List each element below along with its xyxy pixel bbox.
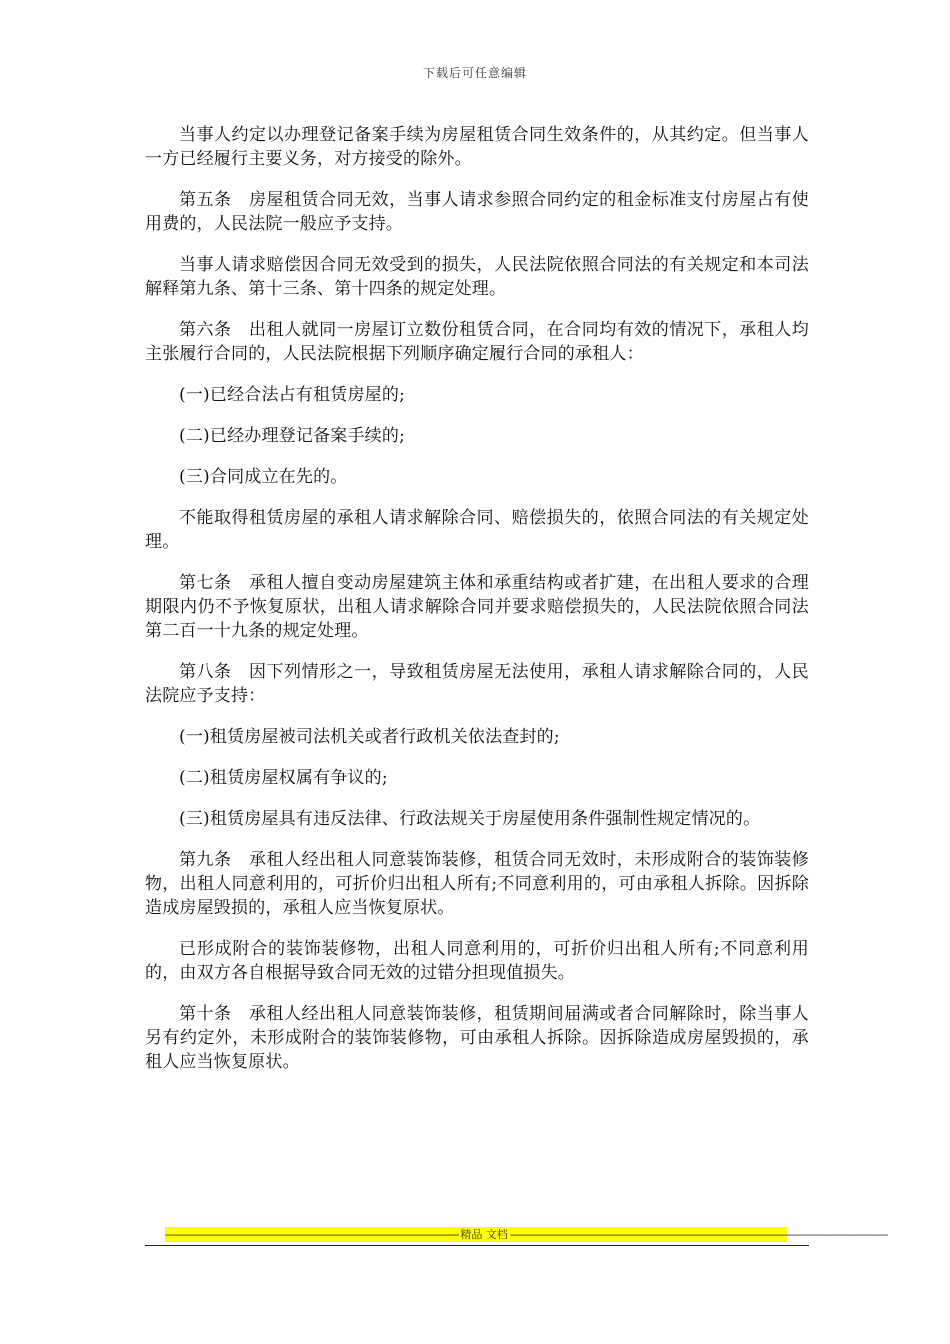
paragraph: (一)已经合法占有租赁房屋的; [179, 385, 405, 405]
paragraph: 当事人约定以办理登记备案手续为房屋租赁合同生效条件的，从其约定。但当事人一方已经履行主要义务，对方接受的除外。 [145, 125, 809, 169]
footer-rule [145, 1245, 809, 1246]
paragraph: 第七条 承租人擅自变动房屋建筑主体和承重结构或者扩建，在出租人要求的合理期限内仍不予恢复原状，出租人请求解除合同并要求赔偿损失的，人民法院依照合同法第二百一十九条的规定处理。 [145, 573, 809, 641]
paragraph: 不能取得租赁房屋的承租人请求解除合同、赔偿损失的，依照合同法的有关规定处理。 [145, 508, 809, 552]
paragraph: (三)租赁房屋具有违反法律、行政法规关于房屋使用条件强制性规定情况的。 [179, 809, 761, 829]
paragraph: 当事人请求赔偿因合同无效受到的损失，人民法院依照合同法的有关规定和本司法解释第九条、第十三条、第十四条的规定处理。 [145, 255, 809, 299]
footer-banner [165, 1227, 888, 1242]
paragraph: (二)已经办理登记备案手续的; [179, 426, 405, 446]
document-body [145, 123, 809, 1091]
paragraph: 第八条 因下列情形之一，导致租赁房屋无法使用，承租人请求解除合同的，人民法院应予支持： [145, 662, 809, 706]
footer-dashes-right: ------------------------------------------------------------------------------------------------------------------------------------------- [509, 1228, 888, 1241]
paragraph: 已形成附合的装饰装修物，出租人同意利用的，可折价归出租人所有;不同意利用的，由双方各自根据导致合同无效的过错分担现值损失。 [145, 939, 809, 983]
footer-label: 精品 文档 [460, 1228, 508, 1241]
paragraph: 第十条 承租人经出租人同意装饰装修，租赁期间届满或者合同解除时，除当事人另有约定外，未形成附合的装饰装修物，可由承租人拆除。因拆除造成房屋毁损的，承租人应当恢复原状。 [145, 1004, 809, 1072]
paragraph: (三)合同成立在先的。 [179, 467, 348, 487]
footer-dashes-left: ------------------------------------------------------------------------------------------------------------ [165, 1228, 459, 1241]
paragraph: 第九条 承租人经出租人同意装饰装修，租赁合同无效时，未形成附合的装饰装修物，出租人同意利用的，可折价归出租人所有;不同意利用的，可由承租人拆除。因拆除造成房屋毁损的，承租人应当恢复原状。 [145, 850, 809, 918]
header-note: 下载后可任意编辑 [422, 66, 527, 80]
paragraph: (一)租赁房屋被司法机关或者行政机关依法查封的; [179, 727, 560, 747]
paragraph: (二)租赁房屋权属有争议的; [179, 768, 388, 788]
paragraph: 第六条 出租人就同一房屋订立数份租赁合同，在合同均有效的情况下，承租人均主张履行合同的，人民法院根据下列顺序确定履行合同的承租人： [145, 320, 809, 364]
paragraph: 第五条 房屋租赁合同无效，当事人请求参照合同约定的租金标准支付房屋占有使用费的，人民法院一般应予支持。 [145, 190, 809, 234]
